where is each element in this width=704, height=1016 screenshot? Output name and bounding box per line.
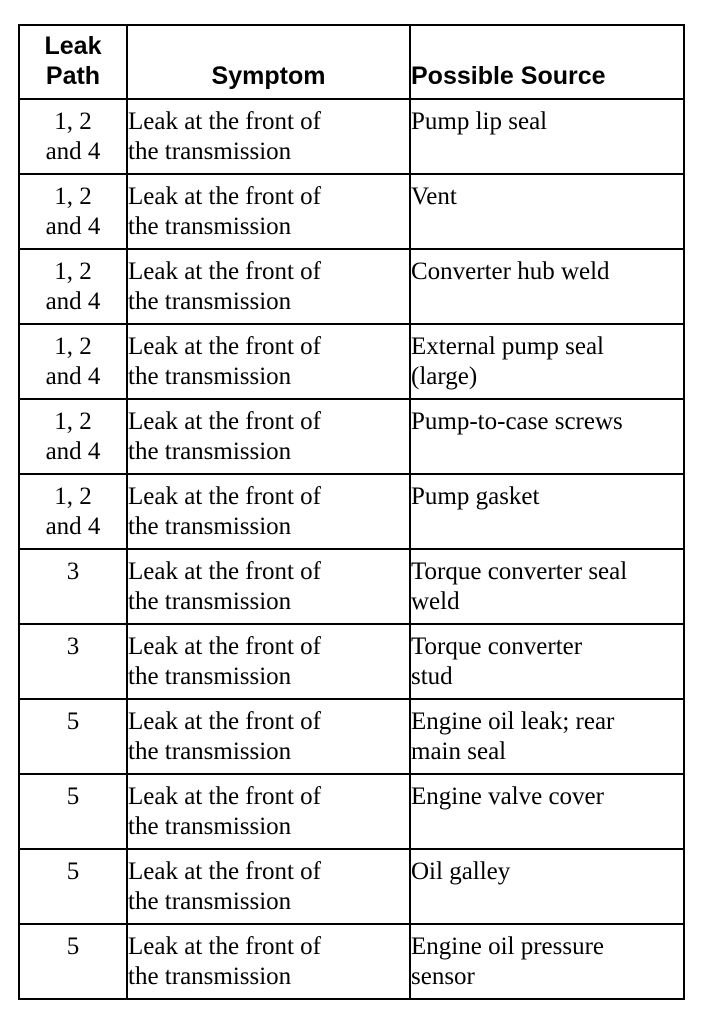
cell-symptom: Leak at the front of the transmission (127, 324, 410, 399)
header-symptom: Symptom (127, 25, 410, 99)
cell-possible-source: Torque converter stud (410, 624, 684, 699)
table-row (19, 549, 684, 624)
table-row (19, 774, 684, 849)
cell-leak-path: 5 (19, 774, 127, 849)
cell-symptom: Leak at the front of the transmission (127, 624, 410, 699)
cell-leak-path: 5 (19, 849, 127, 924)
cell-symptom: Leak at the front of the transmission (127, 549, 410, 624)
cell-leak-path: 1, 2 and 4 (19, 324, 127, 399)
table-row (19, 324, 684, 399)
table-row (19, 249, 684, 324)
cell-symptom: Leak at the front of the transmission (127, 924, 410, 999)
header-leak-path: Leak Path (19, 25, 127, 99)
cell-symptom: Leak at the front of the transmission (127, 174, 410, 249)
table-row (19, 474, 684, 549)
table-row (19, 174, 684, 249)
header-possible-source: Possible Source (410, 25, 684, 99)
cell-possible-source: Pump gasket (410, 474, 684, 549)
table-row (19, 624, 684, 699)
table-row (19, 99, 684, 174)
cell-leak-path: 5 (19, 699, 127, 774)
table-body (19, 99, 684, 999)
table-row (19, 849, 684, 924)
cell-possible-source: Engine oil pressure sensor (410, 924, 684, 999)
header-row (19, 25, 684, 99)
cell-leak-path: 1, 2 and 4 (19, 99, 127, 174)
cell-leak-path: 1, 2 and 4 (19, 399, 127, 474)
cell-symptom: Leak at the front of the transmission (127, 474, 410, 549)
cell-possible-source: Oil galley (410, 849, 684, 924)
cell-leak-path: 1, 2 and 4 (19, 249, 127, 324)
cell-symptom: Leak at the front of the transmission (127, 774, 410, 849)
cell-possible-source: Torque converter seal weld (410, 549, 684, 624)
cell-possible-source: Vent (410, 174, 684, 249)
cell-symptom: Leak at the front of the transmission (127, 399, 410, 474)
leak-diagnosis-table (18, 24, 685, 1000)
cell-possible-source: Engine oil leak; rear main seal (410, 699, 684, 774)
cell-symptom: Leak at the front of the transmission (127, 249, 410, 324)
cell-symptom: Leak at the front of the transmission (127, 699, 410, 774)
cell-leak-path: 1, 2 and 4 (19, 174, 127, 249)
table-row (19, 699, 684, 774)
cell-leak-path: 1, 2 and 4 (19, 474, 127, 549)
cell-possible-source: Pump-to-case screws (410, 399, 684, 474)
cell-leak-path: 5 (19, 924, 127, 999)
cell-leak-path: 3 (19, 624, 127, 699)
cell-symptom: Leak at the front of the transmission (127, 99, 410, 174)
cell-possible-source: Engine valve cover (410, 774, 684, 849)
cell-possible-source: Converter hub weld (410, 249, 684, 324)
cell-possible-source: Pump lip seal (410, 99, 684, 174)
cell-leak-path: 3 (19, 549, 127, 624)
cell-symptom: Leak at the front of the transmission (127, 849, 410, 924)
table-row (19, 924, 684, 999)
table-row (19, 399, 684, 474)
table-header (19, 25, 684, 99)
cell-possible-source: External pump seal (large) (410, 324, 684, 399)
